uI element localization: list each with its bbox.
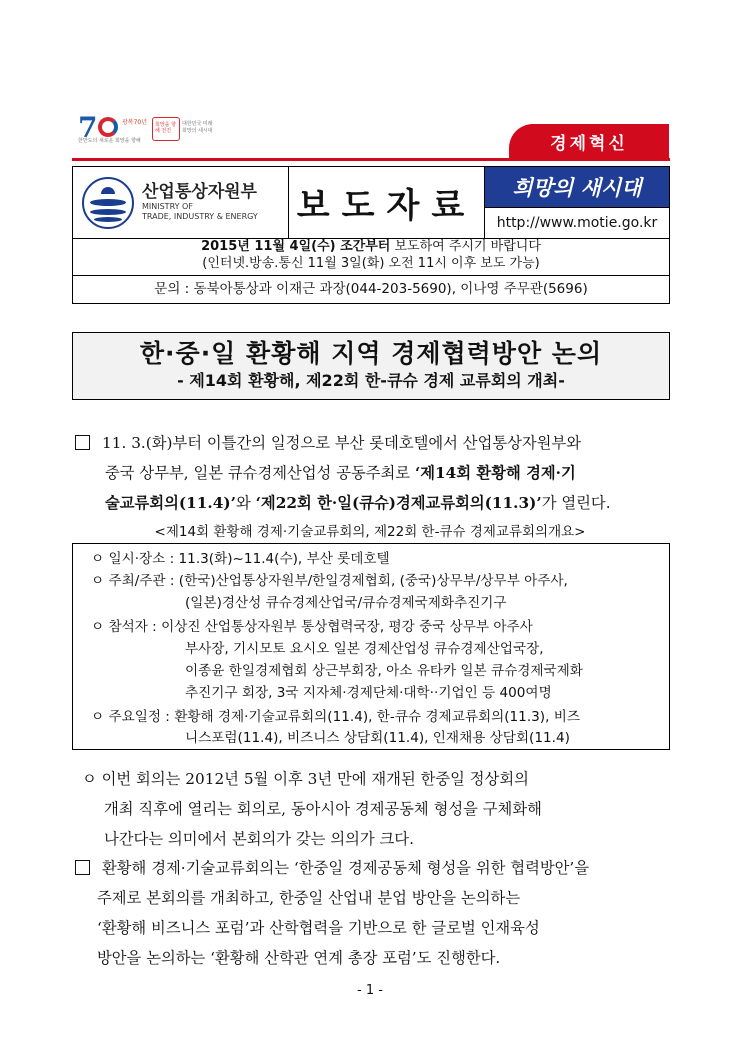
- embargo-line: [73, 238, 669, 255]
- p1-event-2: ‘제22회 한·일(큐슈)경제교류회의(11.3)’: [255, 494, 542, 512]
- p2-line2: 개최 직후에 열리는 회의로, 동아시아 경제공동체 형성을 구체화해: [104, 800, 542, 818]
- p1-line2: [75, 458, 695, 488]
- anniversary-ring-icon: [98, 117, 118, 137]
- hope-logo-text: 희망을 향해 전진: [155, 122, 176, 134]
- contact-row: 문의 : 동북아통상과 이재근 과장(044-203-5690), 이나영 주무관(5696): [154, 281, 588, 297]
- top-logos: [78, 113, 278, 153]
- hope-logo-caption: [182, 121, 213, 135]
- ministry-en-line2: TRADE, INDUSTRY & ENERGY: [142, 212, 258, 221]
- checkbox-bullet-icon: [75, 435, 90, 450]
- paragraph-1: [75, 428, 695, 518]
- page-number: - 1 -: [357, 983, 383, 998]
- p1-line1: [75, 428, 695, 458]
- emblem-wave-3: [94, 217, 122, 222]
- anniversary-text: 광복70년: [122, 119, 148, 126]
- emblem-wave-1: [90, 199, 126, 206]
- p1-conj: 와: [235, 494, 256, 512]
- event-outline-box: [72, 543, 670, 750]
- p3-line3: ‘환황해 비즈니스 포럼’과 산학협력을 기반으로 한 글로벌 인재육성: [97, 919, 540, 937]
- release-label-cell: [289, 167, 485, 238]
- headline-box: [72, 332, 670, 400]
- press-release-label: 보도자료: [296, 186, 477, 226]
- outline-attendees-cont3: 추진기구 회장, 3국 지자체·경제단체·대학··기업인 등 400여명: [185, 685, 552, 701]
- p3-line2: 주제로 본회의를 개최하고, 한중일 산업내 분업 방안을 논의하는: [97, 889, 521, 907]
- embargo-date: 2015년 11월 4일(수) 조간부터: [201, 239, 391, 254]
- checkbox-bullet-icon: [75, 860, 90, 875]
- header-divider: [72, 158, 670, 161]
- ministry-name: 산업통상자원부: [142, 182, 257, 202]
- p1-event-1-part2: 술교류회의(11.4)’: [105, 494, 236, 512]
- emblem-sun-icon: [100, 181, 116, 195]
- p3-line4: 방안을 논의하는 ‘환황해 산학관 연계 총장 포럼’도 진행한다.: [97, 949, 501, 967]
- emblem-wave-2: [90, 209, 126, 215]
- category-tab: 경제혁신: [509, 124, 669, 158]
- anniversary-seven: 7: [78, 111, 96, 144]
- outline-attendees-cont1: 부사장, 기시모토 요시오 일본 경제산업성 큐슈경제산업국장,: [185, 641, 544, 657]
- hope-logo-mark: [152, 117, 180, 141]
- government-emblem-icon: [82, 177, 134, 229]
- embargo-row: [73, 237, 669, 276]
- release-info: [72, 237, 670, 304]
- p2-line3: 나간다는 의미에서 본회의가 갖는 의의가 크다.: [104, 830, 414, 848]
- p1-line1-text: 11. 3.(화)부터 이틀간의 일정으로 부산 롯데호텔에서 산업통상자원부와: [102, 434, 582, 452]
- paragraph-2: [82, 764, 682, 854]
- outline-hosts: ㅇ 주최/주관 : (한국)산업통상자원부/한일경제협회, (중국)상무부/상무부 아주사,: [91, 573, 568, 589]
- p3-line1: [75, 853, 695, 883]
- liberation-70th-logo: [78, 113, 150, 149]
- ministry-url[interactable]: http://www.motie.go.kr: [496, 215, 658, 231]
- ministry-english-name: [142, 202, 258, 222]
- slogan-banner: 희망의 새시대: [485, 167, 669, 208]
- outline-hosts-cont: (일본)경산성 큐슈경제산업국/큐슈경제국제화추진기구: [185, 595, 507, 611]
- outline-attendees-cont2: 이종윤 한일경제협회 상근부회장, 아소 유타카 일본 큐슈경제국제화: [185, 663, 583, 679]
- outline-schedule-cont: 니스포럼(11.4), 비즈니스 상담회(11.4), 인재채용 상담회(11.4): [185, 730, 570, 746]
- outline-attendees: ㅇ 참석자 : 이상진 산업통상자원부 통상협력국장, 평강 중국 상무부 아주사: [91, 619, 533, 635]
- outline-schedule: ㅇ 주요일정 : 환황해 경제·기술교류회의(11.4), 한-큐슈 경제교류회의(11.3), 비즈: [91, 709, 580, 725]
- p1-line2-text: 중국 상무부, 일본 큐슈경제산업성 공동주최로: [105, 464, 415, 482]
- headline: 한·중·일 환황해 지역 경제협력방안 논의: [139, 339, 603, 368]
- outline-date-place: ㅇ 일시·장소 : 11.3(화)~11.4(수), 부산 롯데호텔: [91, 551, 390, 567]
- p1-line3: [75, 488, 695, 518]
- embargo-request: 보도하여 주시기 바랍니다: [390, 239, 541, 254]
- ministry-block: [73, 167, 289, 238]
- p3-line1-text: 환황해 경제·기술교류회의는 ‘한중일 경제공동체 형성을 위한 협력방안’을: [102, 859, 590, 877]
- embargo-online: (인터넷.방송.통신 11월 3일(화) 오전 11시 이후 보도 가능): [202, 256, 540, 271]
- anniversary-subtext: 한반도의 새로운 희망을 향해: [78, 138, 141, 144]
- p1-event-1-part1: ‘제14회 환황해 경제·기: [414, 464, 576, 482]
- press-release-header: [72, 166, 670, 239]
- subheadline: - 제14회 환황해, 제22회 한-큐슈 경제 교류회의 개최-: [177, 371, 565, 390]
- hope-caption-line1: 대한민국 미래: [182, 121, 213, 127]
- ministry-en-line1: MINISTRY OF: [142, 202, 193, 211]
- p2-line1: ㅇ 이번 회의는 2012년 5월 이후 3년 만에 재개된 한중일 정상회의: [82, 770, 529, 788]
- hope-caption-line2: 희망의 새시대: [182, 128, 213, 134]
- paragraph-3: [75, 853, 695, 973]
- slogan-block: [485, 167, 669, 238]
- p1-ending: 가 열린다.: [541, 494, 611, 512]
- outline-caption: <제14회 환황해 경제·기술교류회의, 제22회 한-큐슈 경제교류회의개요>: [154, 524, 586, 540]
